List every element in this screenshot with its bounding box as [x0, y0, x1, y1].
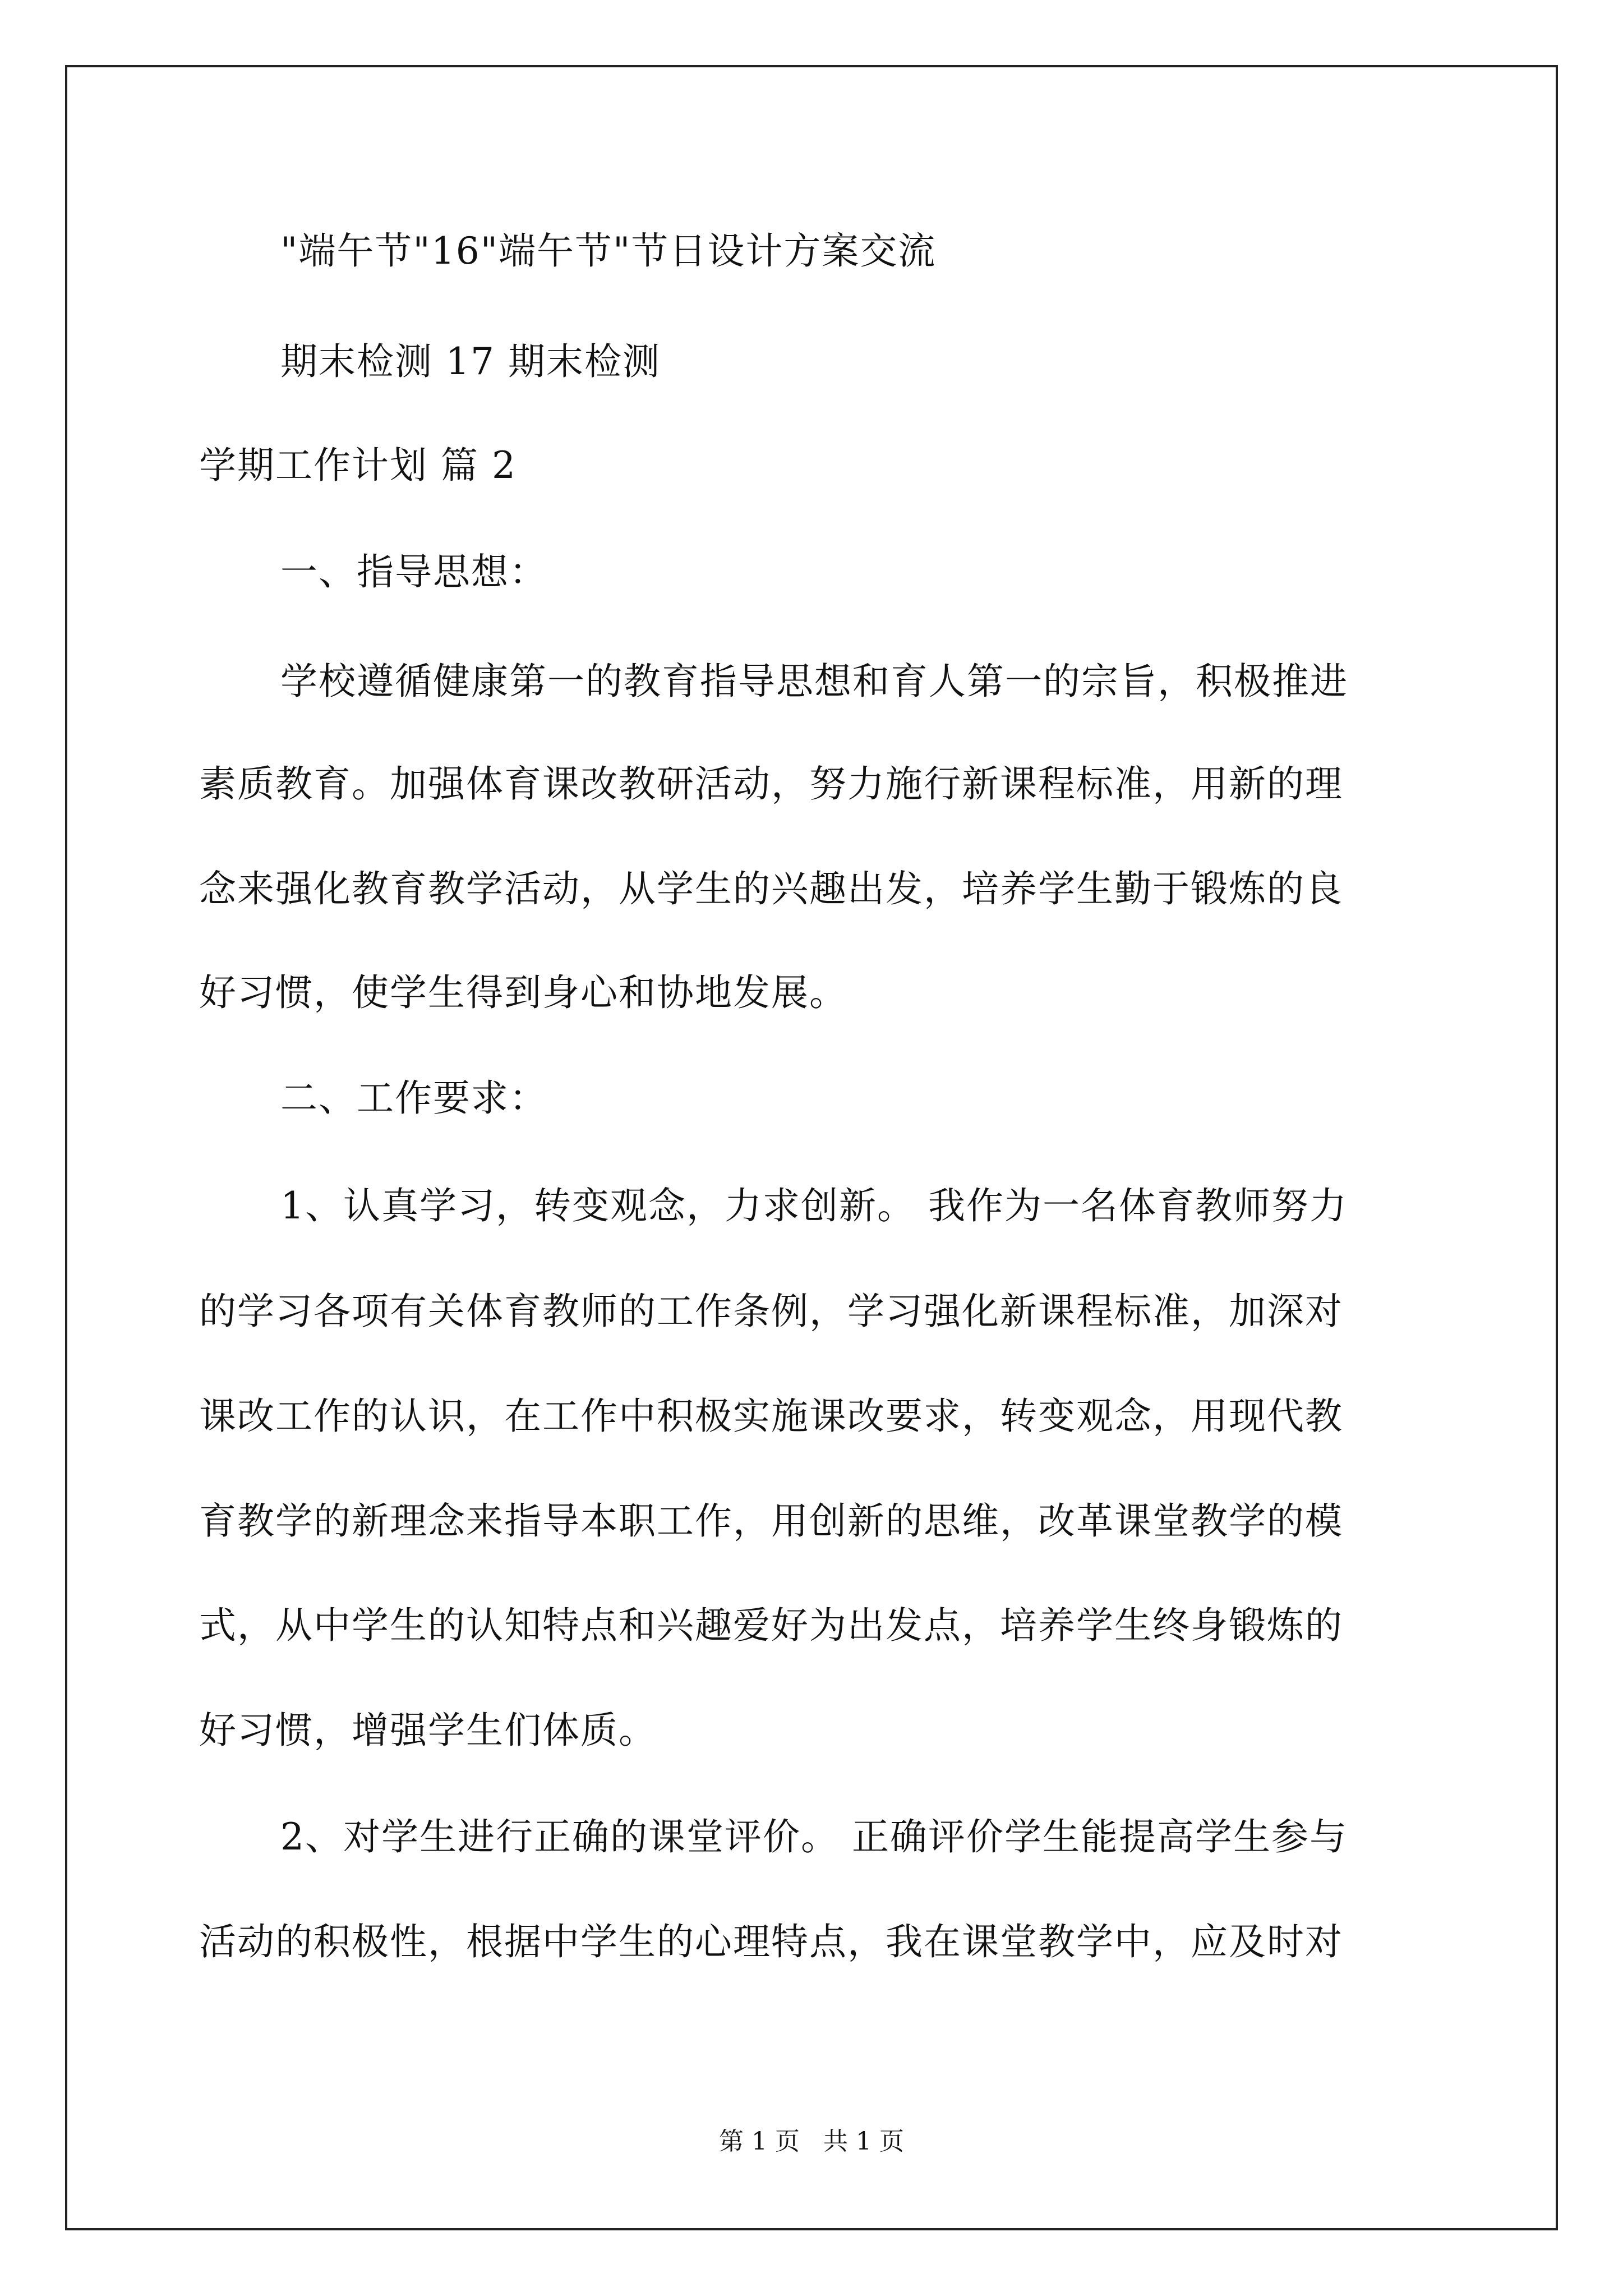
paragraph-line: 活动的积极性，根据中学生的心理特点，我在课堂教学中，应及时对 — [199, 1920, 1343, 1963]
paragraph-line: 2、对学生进行正确的课堂评价。 正确评价学生能提高学生参与 — [280, 1815, 1348, 1858]
paragraph-line: 素质教育。加强体育课改教研活动，努力施行新课程标准，用新的理 — [199, 762, 1343, 806]
paragraph-line: 育教学的新理念来指导本职工作，用创新的思维，改革课堂教学的模 — [199, 1499, 1343, 1543]
page-footer: 第 1 页 共 1 页 — [719, 2127, 904, 2156]
paragraph-line: 1、认真学习，转变观念，力求创新。 我作为一名体育教师努力 — [280, 1184, 1348, 1227]
page-border — [65, 65, 1558, 2230]
text-line-2: 期末检测 17 期末检测 — [280, 340, 661, 383]
paragraph-line: 学校遵循健康第一的教育指导思想和育人第一的宗旨，积极推进 — [280, 660, 1348, 703]
paragraph-line: 课改工作的认识，在工作中积极实施课改要求，转变观念，用现代教 — [199, 1395, 1343, 1438]
paragraph-line: 好习惯，增强学生们体质。 — [199, 1709, 657, 1752]
text-line-1: "端午节"16"端午节"节日设计方案交流 — [280, 229, 937, 273]
paragraph-line: 好习惯，使学生得到身心和协地发展。 — [199, 971, 847, 1014]
heading-work-requirements: 二、工作要求： — [280, 1076, 547, 1120]
paragraph-line: 的学习各项有关体育教师的工作条例，学习强化新课程标准，加深对 — [199, 1290, 1343, 1333]
section-heading-plan-2: 学期工作计划 篇 2 — [199, 444, 517, 487]
paragraph-line: 式，从中学生的认知特点和兴趣爱好为出发点，培养学生终身锻炼的 — [199, 1604, 1343, 1647]
heading-guiding-thought: 一、指导思想： — [280, 550, 547, 593]
paragraph-line: 念来强化教育教学活动，从学生的兴趣出发，培养学生勤于锻炼的良 — [199, 867, 1343, 910]
